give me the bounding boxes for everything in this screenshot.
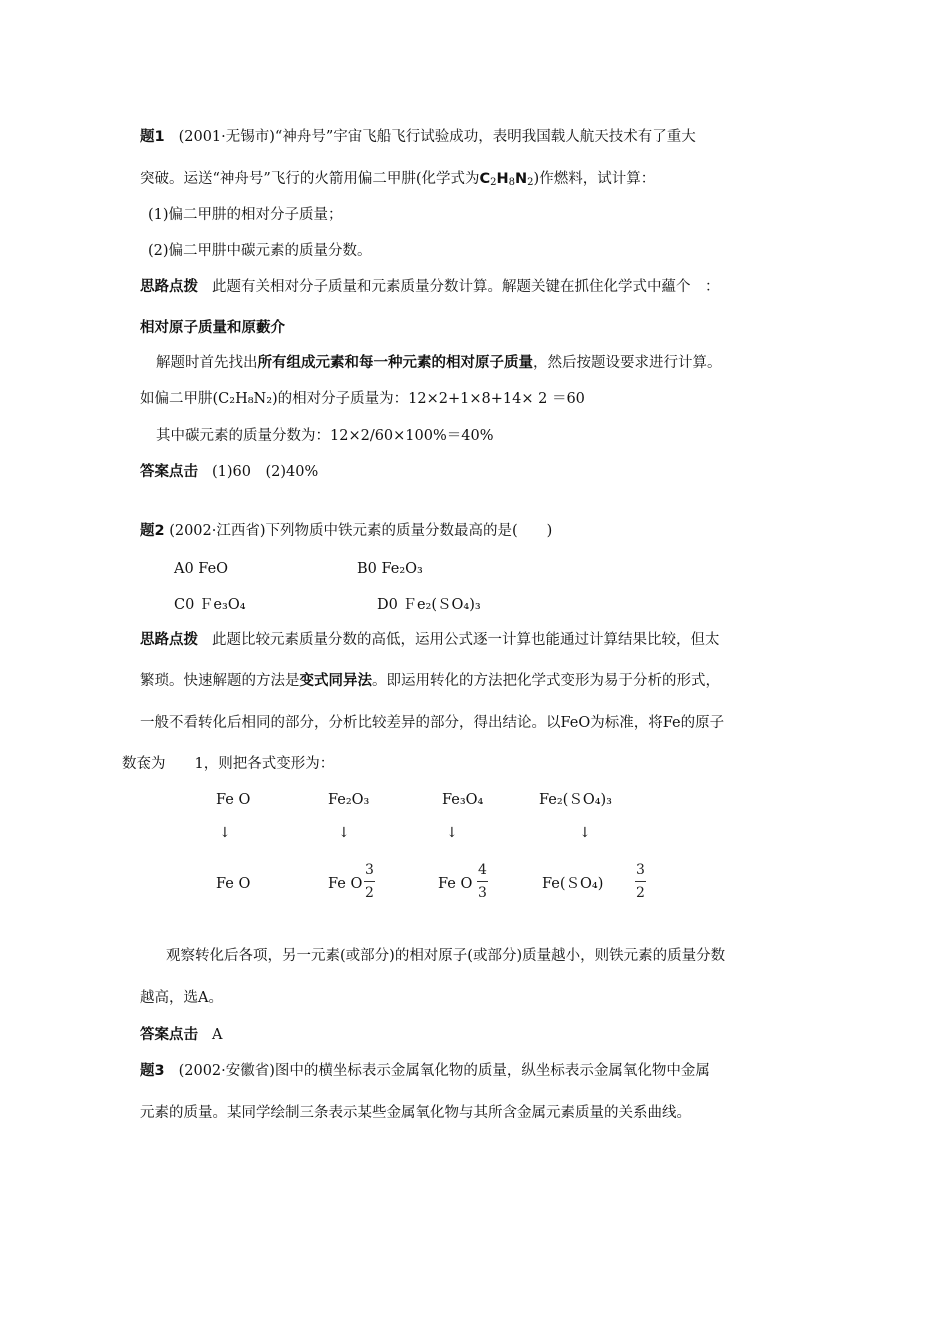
q1-hint-text: 此题有关相对分子质量和元素质量分数计算。解题关键在抓住化学式中蘊个 ： bbox=[212, 279, 720, 295]
fraction-4-3 bbox=[477, 862, 488, 901]
q1-answer-label: 答案点击 bbox=[140, 464, 198, 480]
row2-fe-o-frac1: Fe O bbox=[328, 876, 363, 892]
row1-fe2o3: Fe₂O₃ bbox=[328, 792, 370, 808]
q1-item1: (1)偏二甲肼的相对分子质量； bbox=[148, 207, 343, 223]
q3-line2: 元素的质量。某同学绘制三条表示某些金属氧化物与其所含金属元素质量的关系曲线。 bbox=[140, 1105, 691, 1121]
fraction-3-2 bbox=[635, 862, 646, 901]
q2-hint-label: 思路点拨 bbox=[140, 632, 198, 648]
fraction-3-2 bbox=[364, 862, 375, 901]
q1-label: 题1 bbox=[140, 129, 165, 145]
q1-text: (2001·无锡市)“神舟号”宇宙飞船飞行试验成功，表明我国载人航天技术有了重大 bbox=[178, 129, 696, 145]
q3-label: 题3 bbox=[140, 1063, 165, 1079]
q1-text-a: 突破。运送“神舟号”飞行的火箭用偏二甲肼(化学式为 bbox=[140, 171, 480, 187]
fraction-denominator: 2 bbox=[636, 885, 645, 901]
q2-hint-line1 bbox=[140, 630, 720, 650]
arrow-down-icon: ↓ bbox=[219, 825, 231, 841]
row1-fe-o: Fe O bbox=[216, 792, 251, 808]
q1-line2 bbox=[140, 169, 655, 189]
formula-h-sub: 8 bbox=[508, 177, 516, 188]
q2-hint-line2 bbox=[140, 671, 720, 691]
arrow-down-icon: ↓ bbox=[446, 825, 458, 841]
row1-fe3o4: Fe₃O₄ bbox=[442, 792, 484, 808]
q1-line1 bbox=[140, 127, 696, 147]
q1-text-b: )作燃料，试计算： bbox=[533, 171, 656, 187]
q1-hint-line3 bbox=[156, 353, 722, 373]
fraction-numerator: 3 bbox=[636, 862, 645, 878]
formula-c: C bbox=[479, 171, 491, 187]
formula-c-sub: 2 bbox=[490, 177, 497, 188]
formula-n-sub: 2 bbox=[527, 177, 534, 188]
q3-text: (2002·安徽省)图中的横坐标表示金属氧化物的质量，纵坐标表示金属氧化物中金属 bbox=[178, 1063, 710, 1079]
row2-fe-o-frac2: Fe O bbox=[438, 876, 473, 892]
q1-answer bbox=[140, 462, 318, 482]
fraction-numerator: 4 bbox=[478, 862, 487, 878]
q3-line1 bbox=[140, 1061, 710, 1081]
q2-question bbox=[140, 521, 552, 541]
q1-item2: (2)偏二甲肼中碳元素的质量分数。 bbox=[148, 243, 372, 259]
q2-option-a: A0 FeO bbox=[174, 561, 229, 577]
q2-hint-line3: 一般不看转化后相同的部分，分析比较差异的部分，得出结论。以FeO为标准，将Fe的原子 bbox=[140, 715, 725, 731]
row2-fe-o: Fe O bbox=[216, 876, 251, 892]
q2-hint2-a: 繁琐。快速解题的方法是 bbox=[140, 673, 300, 689]
fraction-denominator: 3 bbox=[478, 885, 487, 901]
row2-fe-so4: Fe(ＳO₄) bbox=[542, 876, 604, 892]
q2-hint2-c: 。即运用转化的方法把化学式变形为易于分析的形式， bbox=[372, 673, 720, 689]
q1-hint-label: 思路点拨 bbox=[140, 279, 198, 295]
q2-answer-text: A bbox=[212, 1027, 223, 1043]
q1-hint3-a: 解题时首先找出 bbox=[156, 355, 258, 371]
q2-text: (2002·江西省)下列物质中铁元素的质量分数最高的是( ) bbox=[169, 523, 553, 539]
formula-n: N bbox=[515, 171, 528, 187]
fraction-denominator: 2 bbox=[365, 885, 374, 901]
q1-answer-text: (1)60 (2)40% bbox=[212, 464, 319, 480]
formula-h: H bbox=[496, 171, 509, 187]
q2-observation-line2: 越高，选A。 bbox=[140, 990, 223, 1006]
q1-hint3-c: ，然后按题设要求进行计算。 bbox=[533, 355, 722, 371]
q1-hint-line5: 其中碳元素的质量分数为：12×2/60×100%＝40% bbox=[156, 428, 494, 444]
row1-fe2so43: Fe₂(ＳO₄)₃ bbox=[539, 792, 612, 808]
q1-hint-line2: 相对原子质量和原藪介 bbox=[140, 320, 285, 336]
q2-label: 题2 bbox=[140, 523, 165, 539]
q2-option-b: B0 Fe₂O₃ bbox=[357, 561, 423, 577]
arrow-down-icon: ↓ bbox=[579, 825, 591, 841]
q2-option-c: C0 Ｆe₃O₄ bbox=[174, 597, 246, 613]
fraction-numerator: 3 bbox=[365, 862, 374, 878]
q1-hint3-bold: 所有组成元素和每一种元素的相对原子质量 bbox=[257, 355, 533, 371]
q2-hint-line4: 数奃为 1，则把各式变形为： bbox=[122, 756, 335, 772]
q2-answer bbox=[140, 1025, 222, 1045]
q1-hint-line1 bbox=[140, 277, 720, 297]
q2-observation-line1: 观察转化后各项，另一元素(或部分)的相对原子(或部分)质量越小，则铁元素的质量分数 bbox=[166, 948, 726, 964]
q2-option-d: D0 Ｆe₂(ＳO₄)₃ bbox=[377, 597, 481, 613]
q1-hint-line4: 如偏二甲肼(C₂H₈N₂)的相对分子质量为：12×2+1×8+14× 2 ＝60 bbox=[140, 391, 585, 407]
q2-answer-label: 答案点击 bbox=[140, 1027, 198, 1043]
q2-hint2-bold: 变式同异法 bbox=[299, 673, 372, 689]
arrow-down-icon: ↓ bbox=[338, 825, 350, 841]
q2-hint-text: 此题比较元素质量分数的高低，运用公式逐一计算也能通过计算结果比较，但太 bbox=[212, 632, 720, 648]
